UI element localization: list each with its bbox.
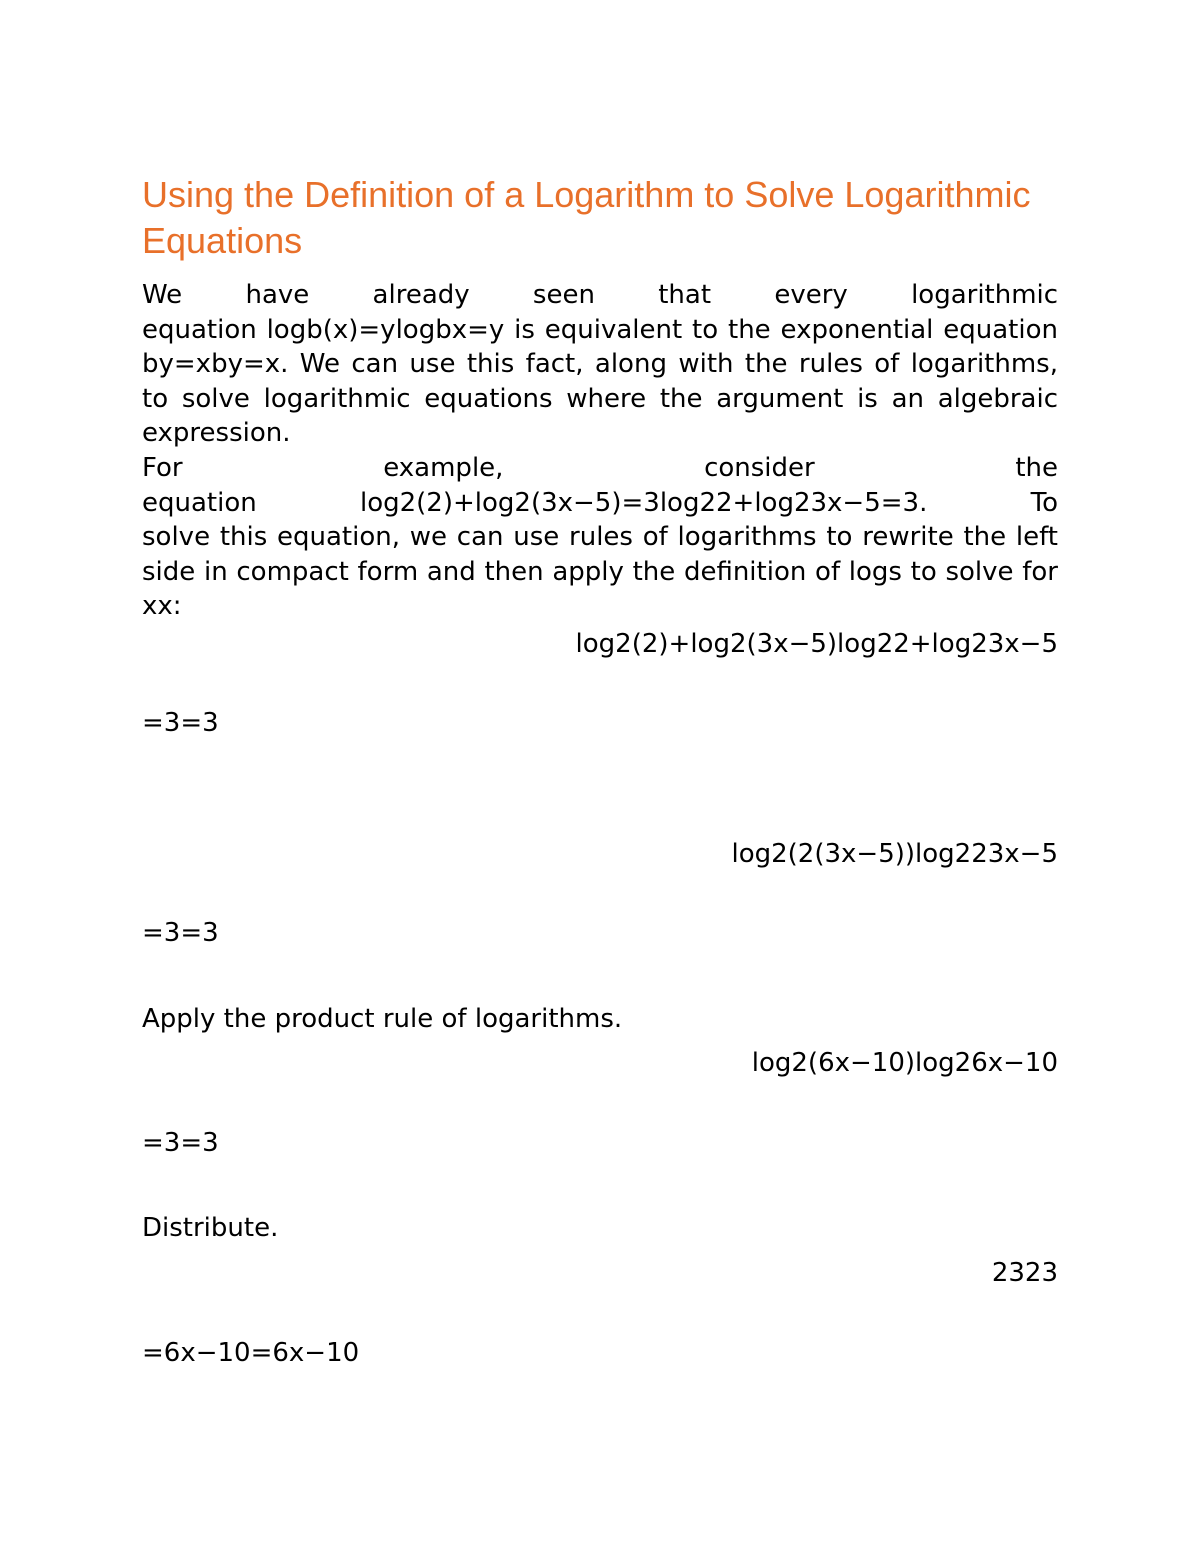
paragraph-example-text: solve this equation, we can use rules of logarithms to rewrite the left side in compact form and then apply the definition of logs to solve for xx: [142,522,1058,621]
paragraph-example [142,451,1058,624]
step-1-equation: log2(2)+log2(3x−5)log22+log23x−5 [575,629,1058,659]
step-3-equation: log2(6x−10)log26x−10 [751,1048,1058,1078]
step-2-result: =3=3 [142,918,219,948]
paragraph-intro [142,278,1058,451]
step-3-result: =3=3 [142,1128,219,1158]
step-4-result: =6x−10=6x−10 [142,1338,360,1368]
paragraph-example-first-line: For example, consider the [142,453,1058,483]
page-title: Using the Definition of a Logarithm to Solve Logarithmic Equations [142,174,1031,261]
step-2-note: Apply the product rule of logarithms. [142,1004,623,1034]
step-2-equation: log2(2(3x−5))log223x−5 [731,839,1058,869]
document-page [142,0,1058,1553]
paragraph-intro-first-line: We have already seen that every logarithmic [142,280,1059,310]
step-4-equation: 2323 [991,1258,1058,1288]
paragraph-example-second-line: equation log2(2)+log2(3x−5)=3log22+log23x−5=3. To [142,487,1058,518]
step-1-result: =3=3 [142,708,219,738]
paragraph-intro-text: equation logb(x)=ylogbx=y is equivalent to the exponential equation by=xby=x. We can use this fact, along with the rules of logarithms, to solve logarithmic equations where the argument is an algebraic expression. [142,314,1058,448]
step-3-note: Distribute. [142,1213,279,1243]
